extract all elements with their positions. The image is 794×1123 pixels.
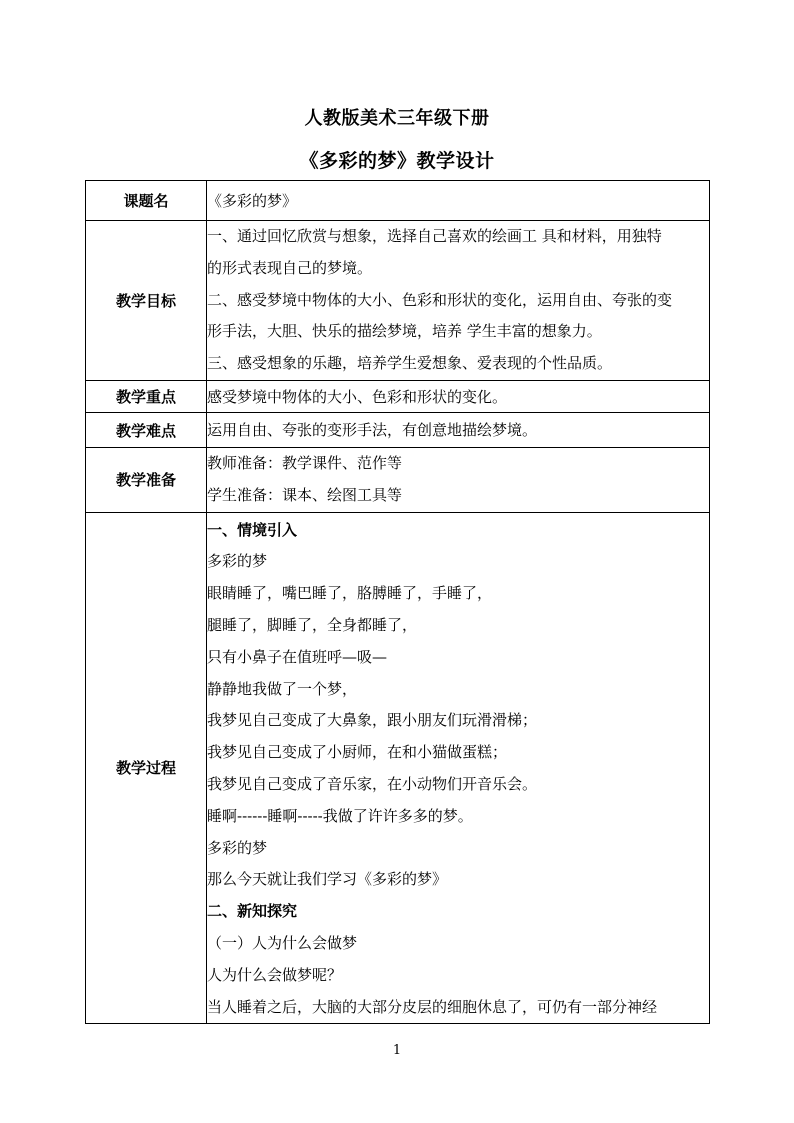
lesson-plan-table bbox=[85, 180, 710, 1024]
process-content bbox=[207, 512, 710, 1024]
row-process bbox=[86, 512, 710, 1024]
process-line: 多彩的梦 bbox=[207, 552, 268, 571]
process-line: 我梦见自己变成了大鼻象，跟小朋友们玩滑滑梯； bbox=[207, 711, 538, 730]
label-difficulty: 教学难点 bbox=[86, 413, 207, 448]
process-line: 只有小鼻子在值班呼—吸— bbox=[207, 647, 388, 666]
preparation-line: 教师准备：教学课件、范作等 bbox=[207, 454, 403, 472]
preparation-content bbox=[207, 448, 710, 513]
process-line: 那么今天就让我们学习《多彩的梦》 bbox=[207, 870, 448, 889]
goal-line: 形手法，大胆、快乐的描绘梦境，培养 学生丰富的想象力。 bbox=[207, 322, 602, 341]
process-line: 多彩的梦 bbox=[207, 838, 268, 857]
row-difficulty bbox=[86, 413, 710, 448]
label-preparation: 教学准备 bbox=[86, 448, 207, 513]
process-line: 睡啊------睡啊-----我做了许许多多的梦。 bbox=[207, 806, 473, 825]
row-lesson-name bbox=[86, 181, 710, 221]
process-line: 人为什么会做梦呢？ bbox=[207, 965, 343, 984]
label-key-point: 教学重点 bbox=[86, 381, 207, 413]
process-section-heading: 二、新知探究 bbox=[207, 902, 298, 921]
goal-line: 一、通过回忆欣赏与想象，选择自己喜欢的绘画工 具和材料，用独特 bbox=[207, 227, 662, 245]
goal-line: 二、感受梦境中物体的大小、色彩和形状的变化，运用自由、夸张的变 bbox=[207, 290, 673, 309]
label-process: 教学过程 bbox=[86, 512, 207, 1024]
process-section-heading: 一、情境引入 bbox=[207, 520, 298, 539]
row-preparation bbox=[86, 448, 710, 513]
page-number: 1 bbox=[392, 1043, 402, 1058]
label-lesson-name: 课题名 bbox=[86, 181, 207, 221]
process-line: 我梦见自己变成了音乐家，在小动物们开音乐会。 bbox=[207, 774, 538, 793]
document-subtitle: 《多彩的梦》教学设计 bbox=[299, 150, 495, 172]
process-line: 静静地我做了一个梦， bbox=[207, 679, 358, 698]
row-key-point bbox=[86, 381, 710, 413]
value-key-point: 感受梦境中物体的大小、色彩和形状的变化。 bbox=[207, 381, 710, 413]
process-line: 当人睡着之后，大脑的大部分皮层的细胞休息了，可仍有一部分神经 bbox=[207, 997, 658, 1016]
goals-content bbox=[207, 221, 710, 381]
preparation-line: 学生准备：课本、绘图工具等 bbox=[207, 485, 403, 504]
process-line: （一）人为什么会做梦 bbox=[207, 933, 358, 952]
process-line: 腿睡了，脚睡了，全身都睡了， bbox=[207, 615, 418, 634]
label-goals: 教学目标 bbox=[86, 221, 207, 381]
process-line: 眼睛睡了，嘴巴睡了，胳膊睡了，手睡了， bbox=[207, 584, 493, 603]
goal-line: 的形式表现自己的梦境。 bbox=[207, 258, 373, 277]
process-line: 我梦见自己变成了小厨师，在和小猫做蛋糕； bbox=[207, 743, 508, 762]
goal-line: 三、感受想象的乐趣，培养学生爱想象、爱表现的个性品质。 bbox=[207, 354, 613, 373]
value-difficulty: 运用自由、夸张的变形手法，有创意地描绘梦境。 bbox=[207, 413, 710, 448]
document-title: 人教版美术三年级下册 bbox=[304, 108, 490, 129]
value-lesson-name: 《多彩的梦》 bbox=[207, 181, 710, 221]
row-goals bbox=[86, 221, 710, 381]
